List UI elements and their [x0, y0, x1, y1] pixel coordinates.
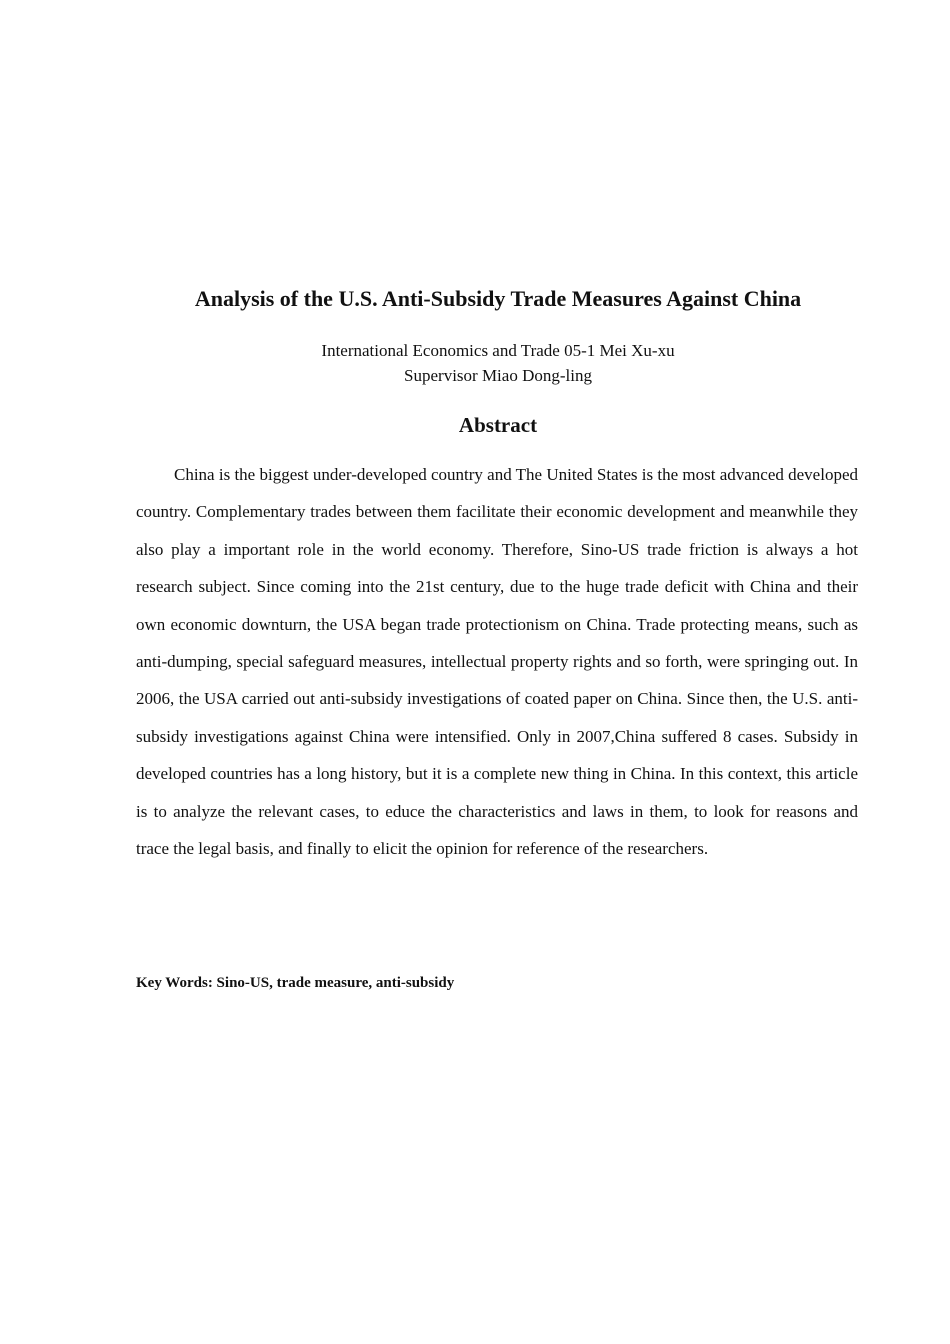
keywords: Key Words: Sino-US, trade measure, anti-subsidy	[136, 975, 455, 991]
paper-title: Analysis of the U.S. Anti-Subsidy Trade Measures Against China	[194, 286, 802, 311]
abstract-body: China is the biggest under-developed country and The United States is the most advanced developed country. Complementary trades between them facilitate their economic development and meanwhile they also play a important role in the world economy. Therefore, Sino-US trade friction is always a hot research subject. Since coming into the 21st century, due to the huge trade deficit with China and their own economic downturn, the USA began trade protectionism on China. Trade protecting means, such as anti-dumping, special safeguard measures, intellectual property rights and so forth, were springing out. In 2006, the USA carried out anti-subsidy investigations of coated paper on China. Since then, the U.S. anti-subsidy investigations against China were intensified. Only in 2007,China suffered 8 cases. Subsidy in developed countries has a long history, but it is a complete new thing in China. In this context, this article is to analyze the relevant cases, to educe the characteristics and laws in them, to look for reasons and trace the legal basis, and finally to elicit the opinion for reference of the researchers.	[136, 465, 858, 859]
author-line: International Economics and Trade 05-1 Mei Xu-xu	[321, 341, 675, 360]
supervisor-line: Supervisor Miao Dong-ling	[404, 366, 592, 385]
author-block	[0, 338, 950, 388]
abstract-heading: Abstract	[458, 413, 538, 437]
